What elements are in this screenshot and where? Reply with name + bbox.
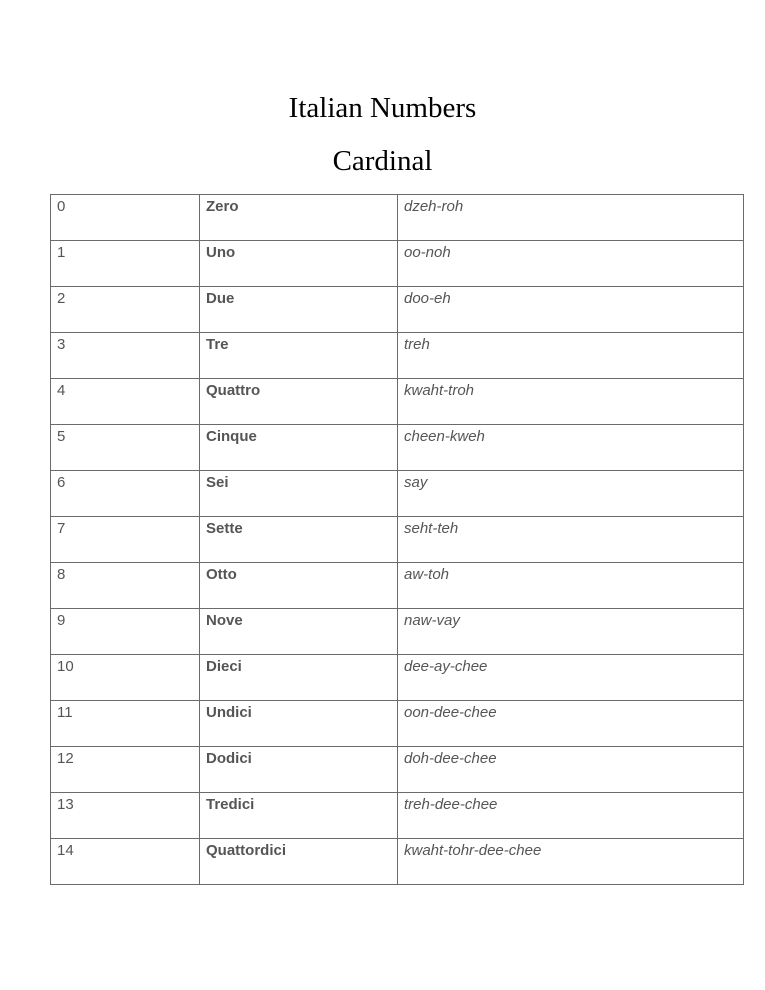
pronunciation-cell: treh [398, 333, 744, 379]
number-cell: 10 [51, 655, 200, 701]
pronunciation-cell: naw-vay [398, 609, 744, 655]
italian-word-cell: Zero [200, 195, 398, 241]
number-cell: 8 [51, 563, 200, 609]
italian-word-cell: Undici [200, 701, 398, 747]
number-cell: 13 [51, 793, 200, 839]
pronunciation-cell: doh-dee-chee [398, 747, 744, 793]
number-cell: 2 [51, 287, 200, 333]
italian-word-cell: Nove [200, 609, 398, 655]
table-row [51, 517, 744, 563]
number-cell: 3 [51, 333, 200, 379]
italian-word-cell: Quattro [200, 379, 398, 425]
pronunciation-cell: kwaht-troh [398, 379, 744, 425]
table-row [51, 287, 744, 333]
pronunciation-cell: oon-dee-chee [398, 701, 744, 747]
number-cell: 6 [51, 471, 200, 517]
table-row [51, 793, 744, 839]
italian-word-cell: Tre [200, 333, 398, 379]
pronunciation-cell: aw-toh [398, 563, 744, 609]
italian-word-cell: Sei [200, 471, 398, 517]
table-row [51, 839, 744, 885]
pronunciation-cell: oo-noh [398, 241, 744, 287]
italian-word-cell: Cinque [200, 425, 398, 471]
italian-word-cell: Sette [200, 517, 398, 563]
number-cell: 4 [51, 379, 200, 425]
italian-word-cell: Dieci [200, 655, 398, 701]
numbers-table [50, 194, 744, 885]
table-row [51, 425, 744, 471]
italian-word-cell: Quattordici [200, 839, 398, 885]
number-cell: 1 [51, 241, 200, 287]
pronunciation-cell: cheen-kweh [398, 425, 744, 471]
pronunciation-cell: kwaht-tohr-dee-chee [398, 839, 744, 885]
table-row [51, 241, 744, 287]
number-cell: 9 [51, 609, 200, 655]
pronunciation-cell: seht-teh [398, 517, 744, 563]
number-cell: 11 [51, 701, 200, 747]
pronunciation-cell: dee-ay-chee [398, 655, 744, 701]
pronunciation-cell: doo-eh [398, 287, 744, 333]
table-row [51, 471, 744, 517]
italian-word-cell: Uno [200, 241, 398, 287]
number-cell: 7 [51, 517, 200, 563]
table-row [51, 379, 744, 425]
italian-word-cell: Due [200, 287, 398, 333]
table-row [51, 747, 744, 793]
italian-word-cell: Tredici [200, 793, 398, 839]
number-cell: 0 [51, 195, 200, 241]
pronunciation-cell: treh-dee-chee [398, 793, 744, 839]
table-row [51, 701, 744, 747]
pronunciation-cell: say [398, 471, 744, 517]
table-row [51, 563, 744, 609]
number-cell: 14 [51, 839, 200, 885]
table-row [51, 195, 744, 241]
number-cell: 5 [51, 425, 200, 471]
table-row [51, 655, 744, 701]
pronunciation-cell: dzeh-roh [398, 195, 744, 241]
page-subtitle: Cardinal [332, 145, 433, 177]
number-cell: 12 [51, 747, 200, 793]
page-title: Italian Numbers [288, 92, 477, 124]
italian-word-cell: Dodici [200, 747, 398, 793]
italian-word-cell: Otto [200, 563, 398, 609]
table-row [51, 333, 744, 379]
table-row [51, 609, 744, 655]
